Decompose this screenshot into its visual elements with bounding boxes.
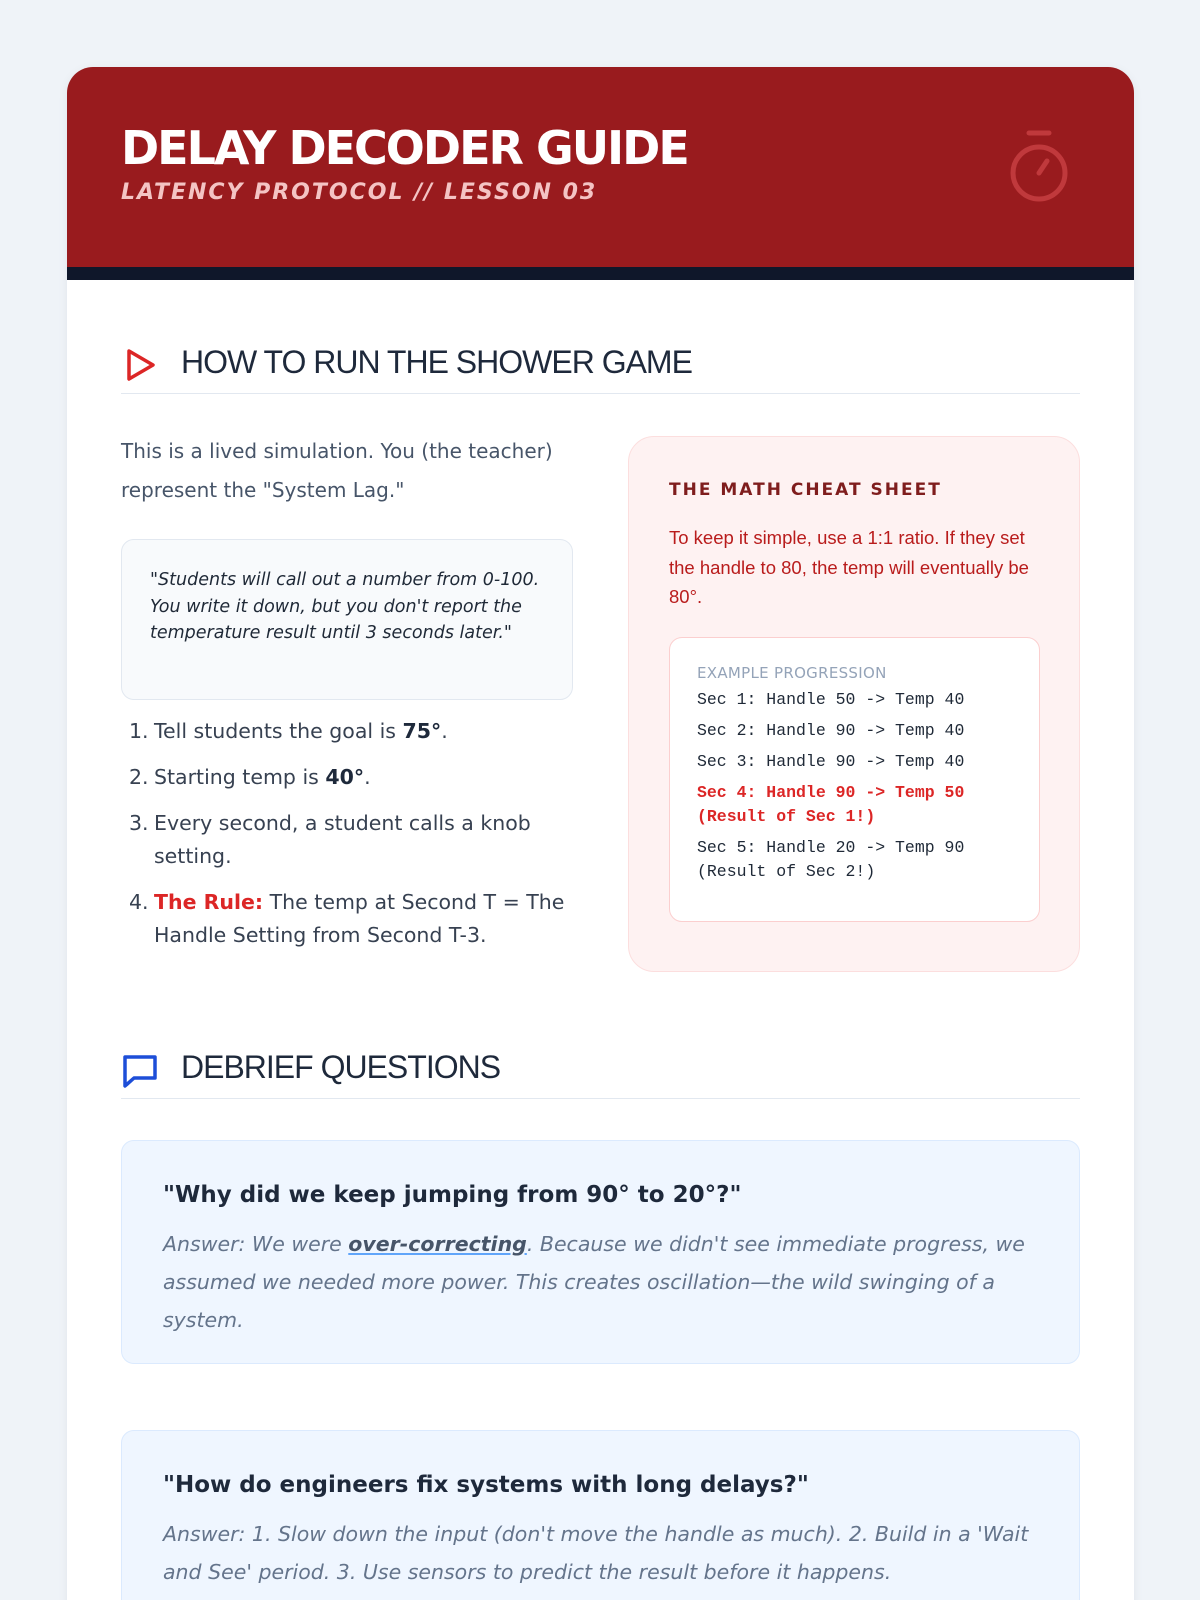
progression-label: EXAMPLE PROGRESSION [697,664,887,682]
cheat-sheet-title: THE MATH CHEAT SHEET [669,480,942,500]
header-banner [67,67,1134,267]
debrief-answer [163,1515,1038,1591]
step-number: 1. [129,719,149,743]
progression-line: Sec 3: Handle 90 -> Temp 40 [697,752,965,771]
step-text: Starting temp is [154,765,326,789]
list-item [121,807,573,873]
stopwatch-icon [1007,129,1071,205]
step-value: 75° [402,719,442,743]
steps-list [121,715,573,965]
debrief-question-card [121,1140,1080,1364]
cheat-sheet-description: To keep it simple, use a 1:1 ratio. If they set the handle to 80, the temp will eventually be 80°. [669,527,1029,607]
instruction-quote: "Students will call out a number from 0-100. You write it down, but you don't report the temperature result until 3 seconds later." [121,539,573,700]
play-icon [121,346,159,384]
list-item [121,715,573,748]
page-subtitle: LATENCY PROTOCOL // LESSON 03 [121,180,598,205]
list-item [121,761,573,794]
progression-line: Sec 1: Handle 50 -> Temp 40 [697,690,965,709]
lesson-card [67,67,1134,1600]
section-title-run: HOW TO RUN THE SHOWER GAME [181,344,692,380]
step-text: Tell students the goal is [154,719,403,743]
rule-label: The Rule: [154,890,264,914]
step-number: 4. [129,890,149,914]
step-number: 2. [129,765,149,789]
math-cheat-sheet [628,436,1080,972]
example-progression [669,637,1040,922]
debrief-answer [163,1225,1038,1339]
progression-line: Sec 5: Handle 20 -> Temp 90 (Result of Sec 2!) [697,838,965,881]
intro-text: This is a lived simulation. You (the teacher) represent the "System Lag." [121,439,553,502]
debrief-question-card [121,1430,1080,1600]
step-text-end: . [441,719,448,743]
list-item [121,886,573,952]
answer-text: Answer: We were [163,1232,349,1256]
step-number: 3. [129,811,149,835]
page-title: DELAY DECODER GUIDE [121,121,688,175]
debrief-question: "Why did we keep jumping from 90° to 20°?" [163,1182,742,1208]
step-value: 40° [325,765,365,789]
step-text: Every second, a student calls a knob setting. [154,811,531,868]
step-text-end: . [364,765,371,789]
progression-line-highlight: Sec 4: Handle 90 -> Temp 50 (Result of Sec 1!) [697,783,965,826]
progression-line: Sec 2: Handle 90 -> Temp 40 [697,721,965,740]
section-heading-debrief [121,1039,1080,1099]
answer-emphasis: over-correcting [348,1232,527,1256]
answer-text-end: . Because we didn't see immediate progress, we assumed we needed more power. This creates oscillation—the wild swinging of a system. [163,1232,1025,1332]
section-title-debrief: DEBRIEF QUESTIONS [181,1049,501,1085]
debrief-question: "How do engineers fix systems with long delays?" [163,1472,809,1498]
header-divider-bar [67,267,1134,280]
section-heading-run [121,334,1080,394]
chat-bubble-icon [121,1051,159,1089]
step-text: The temp at Second T = The Handle Setting from Second T-3. [154,890,565,947]
answer-text: Answer: 1. Slow down the input (don't move the handle as much). 2. Build in a 'Wait and See' period. 3. Use sensors to predict the result before it happens. [163,1522,1029,1584]
